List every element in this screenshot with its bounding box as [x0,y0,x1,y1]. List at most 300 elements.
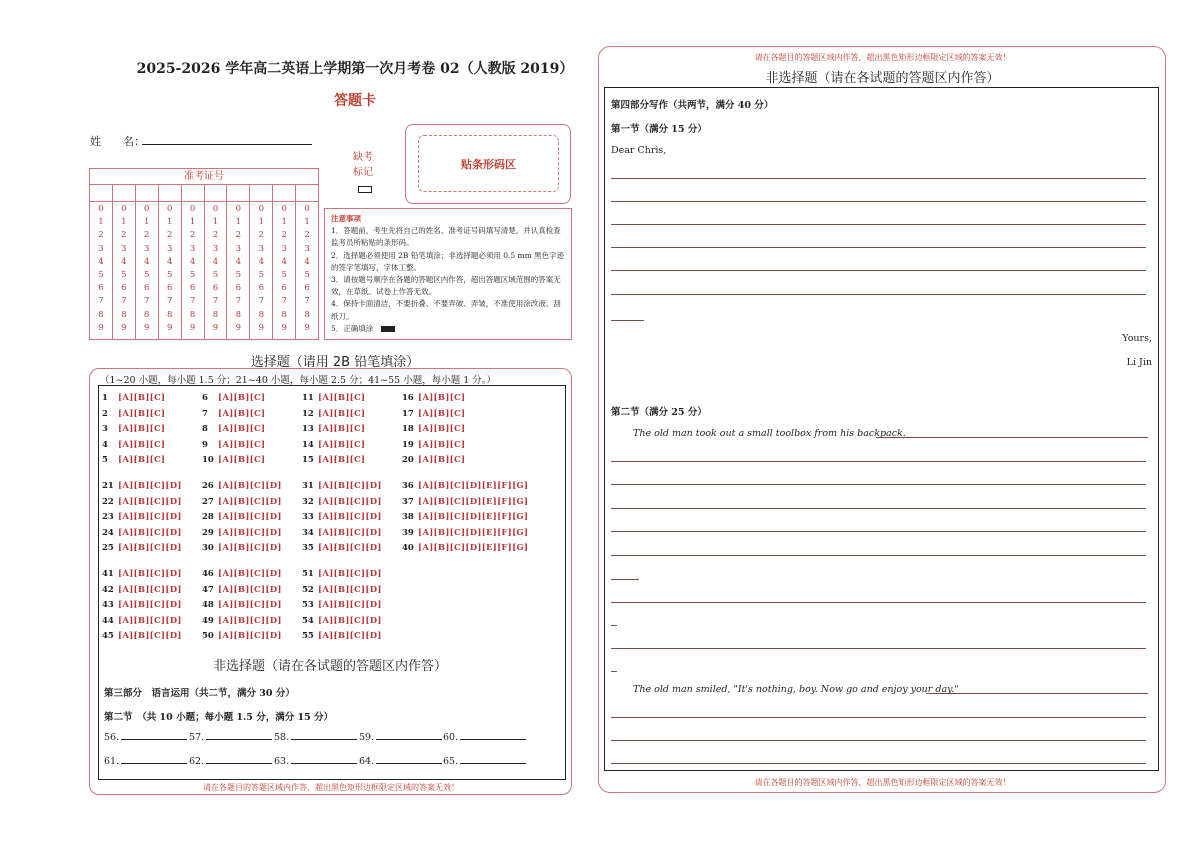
blank-answer-line[interactable] [291,739,357,740]
exam-digit-bubble[interactable]: 7 [144,296,150,307]
writing-line[interactable] [611,224,1146,225]
exam-digit-bubble[interactable]: 7 [304,296,310,307]
exam-digit-bubble[interactable]: 8 [235,309,242,320]
choice-question-row [202,440,265,450]
question-number: 10 [202,455,214,466]
question-number: 27 [202,496,214,507]
exam-digit-bubble[interactable]: 9 [121,322,127,333]
exam-digit-bubble[interactable]: 0 [144,204,150,214]
answer-bubbles[interactable]: [A][B][C][D] [118,527,182,538]
absent-label-line2: 标记 [353,167,373,178]
notice-item: 2．选择题必须使用 2B 铅笔填涂；非选择题必须用 0.5 mm 黑色字迹的签字笔填写，字体工整。 [331,250,565,272]
choice-question-row [102,409,165,419]
question-number: 9 [202,439,208,450]
answer-bubbles[interactable]: [A][B][C] [318,439,366,450]
answer-bubbles[interactable]: [A][B][C][D] [118,615,182,626]
choice-question-row [102,600,182,610]
exam-digit-bubble[interactable]: 5 [121,270,127,281]
exam-number-column [113,201,136,339]
exam-digit-bubble[interactable]: 3 [166,243,173,254]
answer-bubbles[interactable]: [A][B][C] [218,424,266,435]
answer-bubbles[interactable]: [A][B][C][D] [218,481,282,491]
exam-number-write-cell[interactable] [227,184,250,201]
exam-digit-bubble[interactable]: 6 [98,283,104,294]
choice-question-row [202,512,282,522]
choice-question-row [302,497,382,507]
answer-bubbles[interactable]: [A][B][C][D] [118,569,182,579]
exam-digit-bubble[interactable]: 6 [121,283,127,294]
writing-line[interactable] [611,484,1146,485]
exam-digit-bubble[interactable]: 0 [189,204,196,214]
exam-digit-bubble[interactable]: 5 [212,270,219,281]
writing-line[interactable] [611,625,617,626]
question-number: 4 [102,439,108,450]
question-number: 37 [402,496,414,507]
choice-question-row [202,569,282,579]
exam-digit-bubble[interactable]: 5 [166,270,173,281]
choice-question-row [102,528,182,538]
exam-digit-bubble[interactable]: 0 [281,204,287,214]
blank-number: 60. [443,732,459,743]
exam-digit-bubble[interactable]: 8 [212,309,219,320]
blank-answer-line[interactable] [376,739,442,740]
exam-number-write-cell[interactable] [205,184,228,201]
blank-answer-line[interactable] [460,763,526,764]
blank-answer-line[interactable] [206,763,272,764]
nonchoice-heading-right: 非选择题（请在各试题的答题区内作答） [765,71,1000,86]
exam-digit-bubble[interactable]: 9 [98,322,104,333]
exam-number-column [273,201,296,339]
exam-digit-bubble[interactable]: 4 [166,256,173,267]
writing-line[interactable] [611,270,1146,271]
exam-digit-bubble[interactable]: 3 [258,243,264,254]
choice-question-row [402,543,528,553]
exam-digit-bubble[interactable]: 3 [121,243,127,254]
exam-digit-bubble[interactable]: 9 [235,322,242,333]
answer-bubbles[interactable]: [A][B][C][D] [218,569,282,579]
answer-bubbles[interactable]: [A][B][C] [118,393,166,403]
exam-digit-bubble[interactable]: 7 [189,296,196,307]
exam-digit-bubble[interactable]: 2 [121,230,127,241]
exam-digit-bubble[interactable]: 3 [189,243,196,254]
exam-digit-bubble[interactable]: 1 [258,217,264,228]
exam-digit-bubble[interactable]: 0 [166,204,173,214]
question-number: 54 [302,615,314,626]
exam-digit-bubble[interactable]: 5 [235,270,242,281]
answer-bubbles[interactable]: [A][B][C][D] [218,600,282,611]
exam-digit-bubble[interactable]: 1 [235,217,242,228]
exam-digit-bubble[interactable]: 1 [121,217,127,228]
question-number: 55 [302,631,314,642]
exam-digit-bubble[interactable]: 7 [121,296,127,307]
answer-bubbles[interactable]: [A][B][C][D] [218,527,282,538]
notice-item-text: 5．正确填涂 [331,323,374,333]
answer-bubbles[interactable]: [A][B][C] [318,408,366,419]
exam-digit-bubble[interactable]: 6 [189,283,196,294]
answer-bubbles[interactable]: [A][B][C] [218,439,266,450]
answer-bubbles[interactable]: [A][B][C] [218,393,266,403]
answer-bubbles[interactable]: [A][B][C][D][E][F][G] [418,543,529,554]
question-number: 25 [102,543,114,554]
exam-digit-bubble[interactable]: 9 [281,322,287,333]
writing-line[interactable] [876,437,1148,438]
writing-line[interactable] [611,579,639,580]
answer-bubbles[interactable]: [A][B][C] [418,439,466,450]
exam-digit-bubble[interactable]: 2 [98,230,104,241]
choice-question-row [402,528,528,538]
choice-question-row [302,631,382,641]
notice-item-fill-example [331,323,565,335]
choice-question-row [202,600,282,610]
writing-line[interactable] [611,763,1146,764]
exam-digit-bubble[interactable]: 8 [281,309,287,320]
question-number: 43 [102,600,114,611]
answer-bubbles[interactable]: [A][B][C][D][E][F][G] [418,527,529,538]
exam-number-box [89,168,319,340]
notice-item: 1．答题前，考生先将自己的姓名、准考证号码填写清楚，并认真检查监考员所粘贴的条形码。 [331,226,561,248]
writing-line[interactable] [611,602,1146,603]
exam-digit-bubble[interactable]: 4 [304,256,310,267]
answer-bubbles[interactable]: [A][B][C][D] [318,481,382,491]
answer-bubbles[interactable]: [A][B][C][D] [118,631,182,642]
answer-bubbles[interactable]: [A][B][C] [118,408,166,419]
exam-digit-bubble[interactable]: 8 [166,309,173,320]
blank-number: 64. [359,756,375,767]
question-number: 36 [402,481,414,491]
exam-digit-bubble[interactable]: 8 [121,309,127,320]
exam-number-write-cell[interactable] [113,184,136,201]
question-number: 48 [202,600,214,611]
answer-bubbles[interactable]: [A][B][C][D] [218,512,282,523]
exam-digit-bubble[interactable]: 2 [281,230,287,241]
blank-answer-line[interactable] [121,763,187,764]
exam-digit-bubble[interactable]: 5 [189,270,196,281]
blank-number: 61. [104,756,120,767]
exam-digit-bubble[interactable]: 3 [144,243,150,254]
exam-number-column [90,201,113,339]
answer-bubbles[interactable]: [A][B][C][D] [218,615,282,626]
name-label: 姓 名： [90,135,145,148]
choice-question-row [402,455,465,465]
nonchoice-heading-left: 非选择题（请在各试题的答题区内作答） [212,659,447,674]
card-title: 2025-2026 学年高二英语上学期第一次月考卷 02（人教版 2019） [136,61,574,77]
exam-digit-bubble[interactable]: 4 [258,256,264,267]
exam-number-write-cell[interactable] [182,184,205,201]
exam-digit-bubble[interactable]: 9 [304,322,310,333]
question-number: 15 [302,455,314,466]
choice-question-row [302,455,365,465]
letter-salutation: Dear Chris, [611,145,667,156]
writing-line[interactable] [611,461,1146,462]
exam-digit-bubble[interactable]: 5 [144,270,150,281]
exam-digit-bubble[interactable]: 7 [258,296,264,307]
choice-question-row [202,543,282,553]
writing-line[interactable] [611,648,1146,649]
exam-digit-bubble[interactable]: 7 [166,296,173,307]
choice-question-row [302,569,382,579]
fill-blank [189,756,272,767]
answer-bubbles[interactable]: [A][B][C] [418,455,466,466]
question-number: 18 [402,424,414,435]
choice-question-row [302,440,365,450]
choice-question-row [402,424,465,434]
notice-item: 4．保持卡面清洁，不要折叠、不要弄破、弄皱，不准使用涂改液、刮纸刀。 [331,299,561,321]
question-number: 44 [102,615,114,626]
answer-bubbles[interactable]: [A][B][C] [418,424,466,435]
answer-bubbles[interactable]: [A][B][C][D] [318,512,382,523]
part4-section1-title: 第一节（满分 15 分） [611,124,707,135]
choice-question-row [402,481,528,491]
exam-digit-bubble[interactable]: 6 [235,283,242,294]
exam-digit-bubble[interactable]: 1 [189,217,196,228]
answer-bubbles[interactable]: [A][B][C][D] [318,600,382,611]
writing-line[interactable] [611,531,1146,532]
exam-digit-bubble[interactable]: 1 [304,217,310,228]
answer-bubbles[interactable]: [A][B][C][D][E][F][G] [418,496,529,507]
answer-bubbles[interactable]: [A][B][C] [318,424,366,435]
notice-box [324,208,572,340]
exam-number-column [296,201,318,339]
exam-digit-bubble[interactable]: 0 [258,204,264,214]
answer-bubbles[interactable]: [A][B][C][D] [318,615,382,626]
answer-bubbles[interactable]: [A][B][C][D] [318,527,382,538]
exam-digit-bubble[interactable]: 0 [121,204,127,214]
fill-blank [104,756,187,767]
exam-digit-bubble[interactable]: 6 [304,283,310,294]
exam-digit-bubble[interactable]: 8 [189,309,196,320]
exam-digit-bubble[interactable]: 1 [281,217,287,228]
exam-digit-bubble[interactable]: 8 [304,309,310,320]
answer-bubbles[interactable]: [A][B][C] [218,408,266,419]
exam-digit-bubble[interactable]: 1 [212,217,219,228]
exam-number-write-cell[interactable] [136,184,159,201]
blank-answer-line[interactable] [206,739,272,740]
answer-bubbles[interactable]: [A][B][C][D] [218,543,282,554]
answer-bubbles[interactable]: [A][B][C][D] [318,631,382,642]
writing-line[interactable] [611,671,617,672]
question-number: 46 [202,569,214,579]
exam-digit-bubble[interactable]: 1 [166,217,173,228]
question-number: 33 [302,512,314,523]
answer-bubbles[interactable]: [A][B][C][D] [118,600,182,611]
answer-bubbles[interactable]: [A][B][C] [418,408,466,419]
exam-digit-bubble[interactable]: 8 [258,309,264,320]
exam-digit-bubble[interactable]: 2 [189,230,196,241]
answer-bubbles[interactable]: [A][B][C][D] [118,584,182,595]
question-number: 8 [202,424,208,435]
answer-bubbles[interactable]: [A][B][C][D][E][F][G] [418,481,529,491]
answer-bubbles[interactable]: [A][B][C][D] [218,496,282,507]
exam-digit-bubble[interactable]: 8 [98,309,104,320]
question-number: 1 [102,393,108,403]
exam-digit-bubble[interactable]: 0 [304,204,310,214]
exam-digit-bubble[interactable]: 0 [98,204,104,214]
choice-question-row [402,393,465,403]
question-number: 5 [102,455,108,466]
exam-digit-bubble[interactable]: 9 [166,322,173,333]
fill-blank [274,756,357,767]
question-number: 11 [302,393,314,403]
writing-line[interactable] [611,508,1146,509]
choice-question-row [102,512,182,522]
exam-digit-bubble[interactable]: 7 [212,296,219,307]
exam-digit-bubble[interactable]: 2 [212,230,219,241]
exam-digit-bubble[interactable]: 2 [235,230,242,241]
exam-digit-bubble[interactable]: 6 [212,283,219,294]
choice-question-row [102,424,165,434]
exam-digit-bubble[interactable]: 4 [98,256,104,267]
writing-line[interactable] [611,555,1146,556]
choice-question-row [102,616,182,626]
exam-digit-bubble[interactable]: 5 [281,270,287,281]
exam-digit-bubble[interactable]: 3 [281,243,287,254]
question-number: 12 [302,408,314,419]
exam-digit-bubble[interactable]: 2 [166,230,173,241]
question-number: 39 [402,527,414,538]
answer-bubbles[interactable]: [A][B][C][D] [218,584,282,595]
exam-digit-bubble[interactable]: 7 [235,296,242,307]
exam-digit-bubble[interactable]: 4 [121,256,127,267]
exam-digit-bubble[interactable]: 4 [144,256,150,267]
exam-digit-bubble[interactable]: 9 [144,322,150,333]
fill-blank [443,756,526,767]
name-field[interactable] [142,144,312,145]
exam-digit-bubble[interactable]: 5 [304,270,310,281]
exam-digit-bubble[interactable]: 5 [98,270,104,281]
choice-question-row [202,616,282,626]
question-number: 21 [102,481,114,491]
question-number: 22 [102,496,114,507]
absent-label-line1: 缺考 [353,152,373,163]
question-number: 3 [102,424,108,435]
answer-bubbles[interactable]: [A][B][C][D] [218,631,282,642]
question-number: 35 [302,543,314,554]
answer-bubbles[interactable]: [A][B][C][D] [118,512,182,523]
exam-number-write-cell[interactable] [296,184,318,201]
exam-digit-bubble[interactable]: 0 [212,204,219,214]
question-number: 31 [302,481,314,491]
exam-digit-bubble[interactable]: 6 [281,283,287,294]
writing-line[interactable] [611,717,1146,718]
blank-answer-line[interactable] [121,739,187,740]
writing-line[interactable] [926,693,1148,694]
blank-number: 62. [189,756,205,767]
writing-line[interactable] [611,247,1146,248]
choice-question-row [402,497,528,507]
question-number: 32 [302,496,314,507]
answer-bubbles[interactable]: [A][B][C][D] [318,543,382,554]
question-number: 28 [202,512,214,523]
exam-digit-bubble[interactable]: 9 [258,322,264,333]
question-number: 19 [402,439,414,450]
answer-bubbles[interactable]: [A][B][C] [118,455,166,466]
answer-bubbles[interactable]: [A][B][C][D] [318,496,382,507]
exam-digit-bubble[interactable]: 1 [144,217,150,228]
choice-question-row [202,585,282,595]
question-number: 42 [102,584,114,595]
answer-bubbles[interactable]: [A][B][C] [118,424,166,435]
exam-number-write-cell[interactable] [159,184,182,201]
exam-digit-bubble[interactable]: 2 [304,230,310,241]
choice-question-row [102,393,165,403]
question-number: 45 [102,631,114,642]
answer-bubbles[interactable]: [A][B][C] [418,393,466,403]
exam-digit-bubble[interactable]: 1 [98,217,104,228]
writing-line[interactable] [611,320,644,321]
absent-mark-box[interactable] [358,186,372,193]
choice-question-row [102,631,182,641]
writing-line[interactable] [611,740,1146,741]
exam-number-write-cell[interactable] [273,184,296,201]
blank-answer-line[interactable] [291,763,357,764]
blank-answer-line[interactable] [460,739,526,740]
exam-number-write-cell[interactable] [90,184,113,201]
choice-question-row [202,481,282,491]
exam-digit-bubble[interactable]: 3 [98,243,104,254]
exam-digit-bubble[interactable]: 4 [189,256,196,267]
exam-number-bubbles [90,201,318,339]
answer-bubbles[interactable]: [A][B][C] [318,455,366,466]
question-number: 40 [402,543,414,554]
answer-bubbles[interactable]: [A][B][C][D] [118,496,182,507]
exam-digit-bubble[interactable]: 2 [144,230,150,241]
writing-line[interactable] [611,178,1146,179]
answer-bubbles[interactable]: [A][B][C][D] [118,481,182,491]
blank-number: 57. [189,732,205,743]
answer-bubbles[interactable]: [A][B][C][D][E][F][G] [418,512,529,523]
exam-digit-bubble[interactable]: 2 [258,230,264,241]
question-number: 30 [202,543,214,554]
choice-question-row [402,512,528,522]
exam-number-write-cell[interactable] [250,184,273,201]
exam-digit-bubble[interactable]: 4 [235,256,242,267]
exam-digit-bubble[interactable]: 3 [304,243,310,254]
choice-question-row [302,481,382,491]
exam-digit-bubble[interactable]: 8 [144,309,150,320]
exam-digit-bubble[interactable]: 6 [144,283,150,294]
question-number: 13 [302,424,314,435]
question-number: 52 [302,584,314,595]
exam-digit-bubble[interactable]: 4 [212,256,219,267]
exam-digit-bubble[interactable]: 9 [189,322,196,333]
writing-line[interactable] [611,201,1146,202]
exam-digit-bubble[interactable]: 7 [98,296,104,307]
question-number: 7 [202,408,208,419]
exam-digit-bubble[interactable]: 6 [258,283,264,294]
blank-answer-line[interactable] [376,763,442,764]
exam-number-column [227,201,250,339]
answer-bubbles[interactable]: [A][B][C] [318,393,366,403]
exam-digit-bubble[interactable]: 5 [258,270,264,281]
answer-bubbles[interactable]: [A][B][C] [118,439,166,450]
exam-digit-bubble[interactable]: 4 [281,256,287,267]
exam-digit-bubble[interactable]: 0 [235,204,242,214]
answer-bubbles[interactable]: [A][B][C][D] [318,584,382,595]
exam-digit-bubble[interactable]: 3 [212,243,219,254]
exam-digit-bubble[interactable]: 9 [212,322,219,333]
choice-question-row [102,440,165,450]
answer-bubbles[interactable]: [A][B][C][D] [318,569,382,579]
exam-digit-bubble[interactable]: 3 [235,243,242,254]
exam-digit-bubble[interactable]: 6 [166,283,173,294]
answer-bubbles[interactable]: [A][B][C] [218,455,266,466]
exam-digit-bubble[interactable]: 7 [281,296,287,307]
question-number: 6 [202,393,208,403]
notice-item: 3．请按题号顺序在各题的答题区内作答，超出答题区域范围的答案无效，在草纸、试卷上作答无效。 [331,275,561,297]
part3-title: 第三部分 语言运用（共二节，满分 30 分） [104,688,295,699]
answer-bubbles[interactable]: [A][B][C][D] [118,543,182,554]
writing-line[interactable] [611,294,1146,295]
